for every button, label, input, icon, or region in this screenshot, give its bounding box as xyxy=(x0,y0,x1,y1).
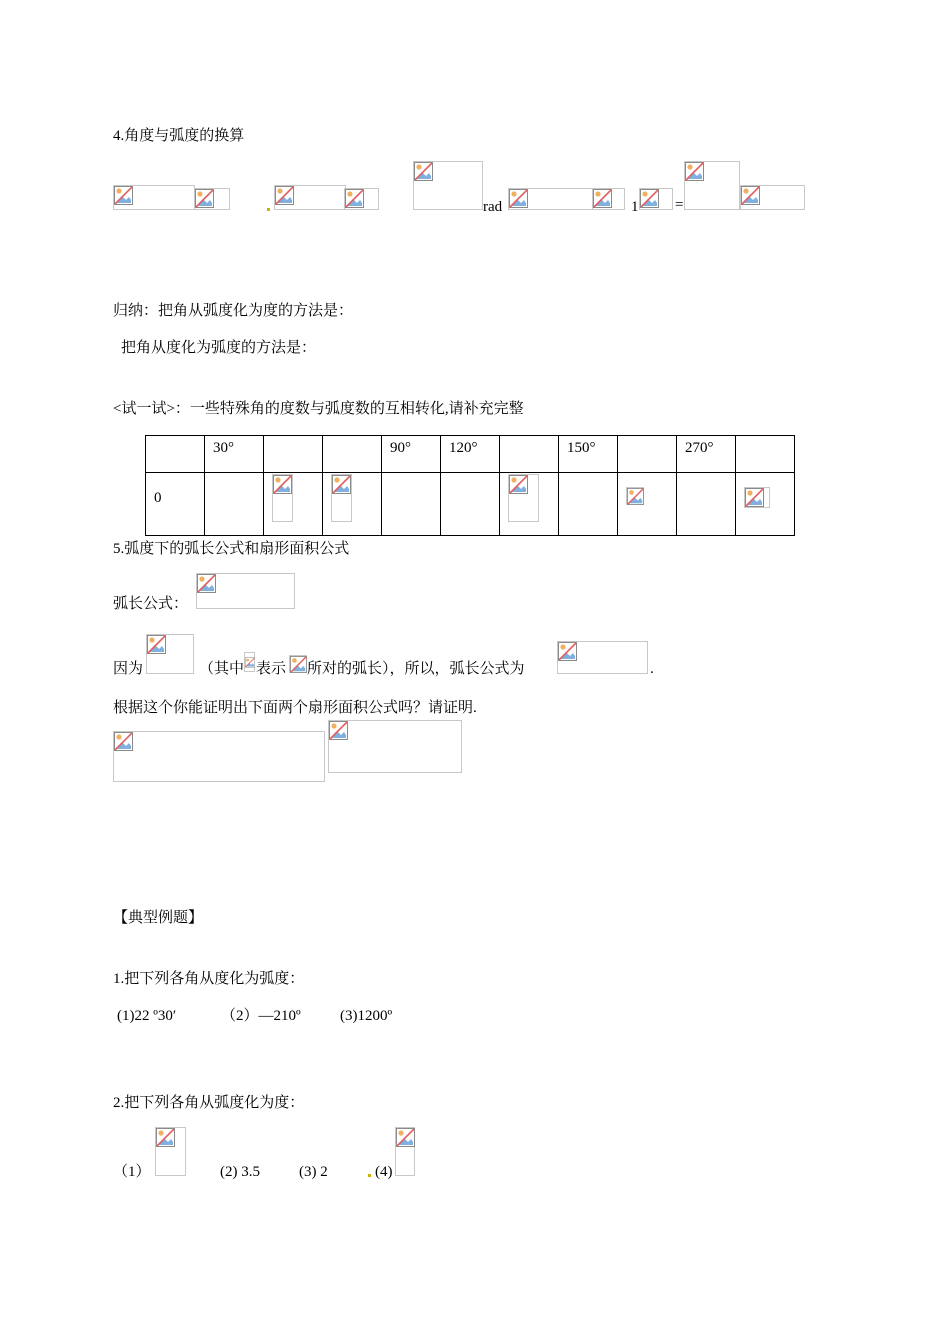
equals-sign: = xyxy=(675,197,684,213)
examples-heading: 【典型例题】 xyxy=(113,910,204,926)
broken-image-icon xyxy=(114,186,133,205)
table-cell: 270° xyxy=(677,436,736,473)
formula-image xyxy=(744,487,770,508)
one-label: 1 xyxy=(631,199,639,215)
formula-image xyxy=(244,652,255,672)
section4-title: 4.角度与弧度的换算 xyxy=(113,128,245,144)
broken-image-icon xyxy=(197,574,216,593)
formula-image xyxy=(331,474,352,522)
broken-image-icon xyxy=(290,656,307,673)
formula-image xyxy=(413,161,483,210)
arc-length-label: 弧长公式： xyxy=(113,596,189,612)
section5-title: 5.弧度下的弧长公式和扇形面积公式 xyxy=(113,541,350,557)
formula-image xyxy=(557,641,648,674)
formula-image xyxy=(508,474,539,522)
formula-image xyxy=(344,188,379,210)
table-cell xyxy=(323,436,382,473)
question1-part1: (1)22 º30′ xyxy=(117,1008,177,1024)
table-cell xyxy=(618,473,677,536)
table-row xyxy=(146,436,795,473)
question2-part1: （1） xyxy=(113,1164,151,1180)
denotes-text: 表示 xyxy=(256,661,287,677)
question2-part2: (2) 3.5 xyxy=(220,1164,260,1180)
question2: 2.把下列各角从弧度化为度： xyxy=(113,1095,305,1111)
table-row xyxy=(146,473,795,536)
summary-line1: 归纳：把角从弧度化为度的方法是： xyxy=(113,303,354,319)
broken-image-icon xyxy=(245,653,255,672)
summary-line2: 把角从度化为弧度的方法是： xyxy=(121,340,317,356)
broken-image-icon xyxy=(329,721,348,740)
broken-image-icon xyxy=(640,189,659,208)
formula-image xyxy=(146,634,194,674)
table-cell xyxy=(618,436,677,473)
table-cell xyxy=(264,436,323,473)
broken-image-icon xyxy=(275,186,294,205)
table-cell xyxy=(205,473,264,536)
table-cell: 150° xyxy=(559,436,618,473)
formula-image xyxy=(508,188,594,210)
table-cell xyxy=(441,473,500,536)
broken-image-icon xyxy=(273,475,292,494)
table-cell xyxy=(264,473,323,536)
table-cell xyxy=(559,473,618,536)
table-cell: 90° xyxy=(382,436,441,473)
prove-question: 根据这个你能证明出下面两个扇形面积公式吗？请证明. xyxy=(113,700,477,716)
because-text: 因为 xyxy=(113,661,144,677)
broken-image-icon xyxy=(741,186,760,205)
broken-image-icon xyxy=(593,189,612,208)
broken-image-icon xyxy=(195,189,214,208)
formula-image xyxy=(289,655,307,673)
formula-image xyxy=(272,474,293,522)
broken-image-icon xyxy=(156,1128,175,1147)
table-cell xyxy=(382,473,441,536)
table-cell xyxy=(500,473,559,536)
question1-part3: (3)1200º xyxy=(340,1008,393,1024)
question1: 1.把下列各角从度化为弧度： xyxy=(113,971,305,987)
formula-image xyxy=(639,188,673,210)
formula-image xyxy=(395,1127,415,1176)
question1-part2: （2）—210º xyxy=(221,1008,301,1024)
question2-part4: (4) xyxy=(375,1164,393,1180)
formula-image xyxy=(626,487,644,505)
table-cell: 120° xyxy=(441,436,500,473)
table-cell xyxy=(500,436,559,473)
arc-conclusion-text: 所对的弧长），所以，弧长公式为 xyxy=(307,661,525,677)
broken-image-icon xyxy=(745,488,764,507)
formula-image xyxy=(274,185,346,210)
angle-conversion-table xyxy=(145,435,795,536)
broken-image-icon xyxy=(509,475,528,494)
table-cell xyxy=(677,473,736,536)
broken-image-icon xyxy=(114,732,133,751)
broken-image-icon xyxy=(558,642,577,661)
formula-image xyxy=(328,720,462,773)
broken-image-icon xyxy=(345,189,364,208)
formula-image xyxy=(155,1127,186,1176)
where-text: （其中 xyxy=(199,661,245,677)
table-cell xyxy=(736,436,795,473)
try-instruction: <试一试>：一些特殊角的度数与弧度数的互相转化,请补充完整 xyxy=(113,401,524,417)
table-cell xyxy=(146,436,205,473)
broken-image-icon xyxy=(332,475,351,494)
period: . xyxy=(650,661,654,677)
table-cell xyxy=(323,473,382,536)
broken-image-icon xyxy=(414,162,433,181)
broken-image-icon xyxy=(627,488,644,505)
formula-image xyxy=(113,185,195,210)
dot-mark xyxy=(368,1174,371,1177)
table-cell: 0 xyxy=(146,473,205,536)
broken-image-icon xyxy=(685,162,704,181)
table-cell: 30° xyxy=(205,436,264,473)
broken-image-icon xyxy=(147,635,166,654)
question2-part3: (3) 2 xyxy=(299,1164,328,1180)
broken-image-icon xyxy=(509,189,528,208)
formula-image xyxy=(113,731,325,782)
formula-image xyxy=(740,185,805,210)
formula-image xyxy=(196,573,295,609)
formula-image xyxy=(194,188,230,210)
formula-image xyxy=(592,188,625,210)
formula-image xyxy=(684,161,740,210)
rad-unit: rad xyxy=(483,199,503,215)
table-cell xyxy=(736,473,795,536)
dot-mark xyxy=(267,208,270,211)
broken-image-icon xyxy=(396,1128,415,1147)
